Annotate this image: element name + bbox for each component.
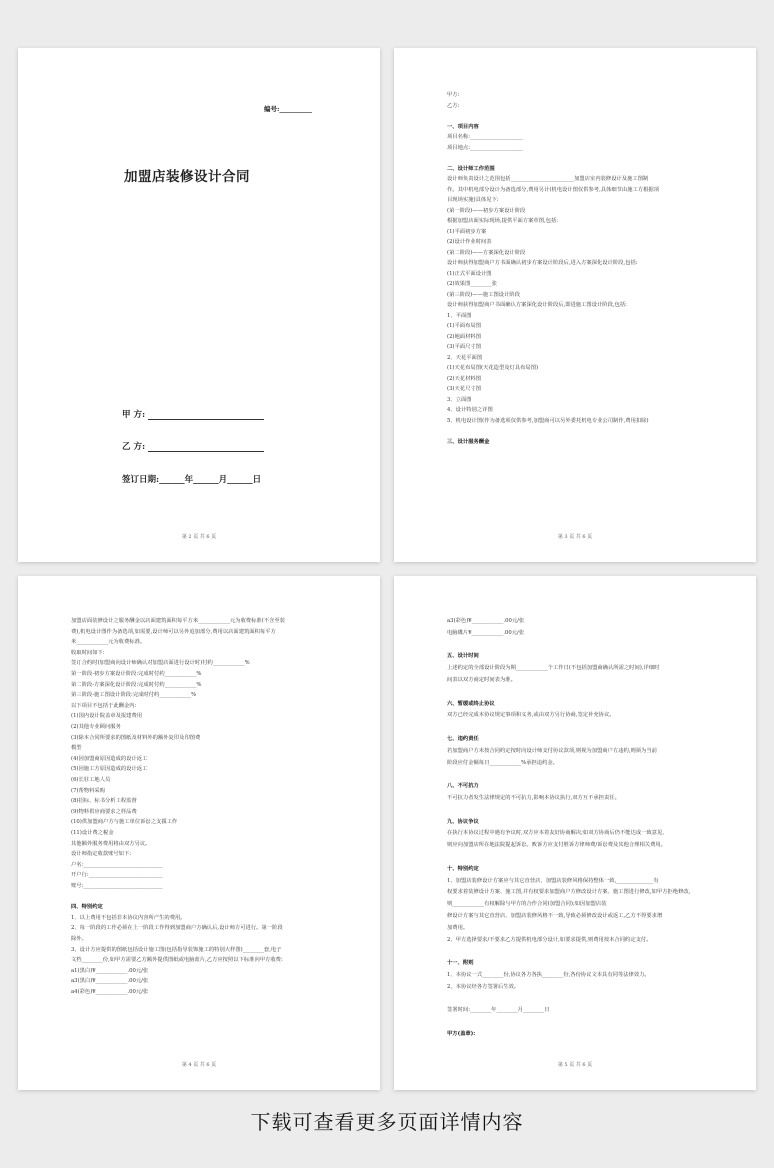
text-line: (3)平面尺寸图: [447, 344, 481, 350]
text-line: 设计师负责设计之范围包括________________________加盟店室内装修设计及施工图制: [447, 176, 649, 182]
sign-date: 签订日期:______年______月______日: [122, 475, 262, 485]
section-heading: 十、特别约定: [447, 865, 479, 872]
text-line: (1)平面布局图: [447, 323, 481, 329]
party-a-label: 甲 方:: [122, 410, 146, 420]
text-line: 文档________份,如甲方需要乙方额外提供图纸或电脑蓝片,乙方应按照以下标准向甲方收费:: [71, 957, 283, 964]
page-footer: 第 2 页 共 6 页: [181, 534, 217, 540]
text-line: 项目地点:____________________: [447, 144, 523, 151]
section-heading: 二、设计师工作范围: [447, 165, 495, 172]
section-heading: 三、设计服务酬金: [447, 438, 490, 445]
text-line: 1、本协议一式________份,协议各方各执________份,各份协议文本具有同等法律效力。: [447, 972, 650, 978]
text-line: 其他额外服务费用将由双方另议。: [71, 840, 151, 847]
text-line: (2)其他专业顾问服务: [71, 724, 121, 730]
text-line: 加费用。: [447, 924, 469, 931]
section-heading: 九、协议争议: [447, 818, 479, 825]
text-line: 设计师获得加盟商户书面确认方案深化设计阶段后,即进施工图设计阶段,包括:: [447, 302, 627, 308]
contract-number: 编号:__________: [264, 105, 312, 113]
text-line: (10)供加盟商户方与施工单位诉讼之支援工作: [71, 819, 178, 826]
contract-title: 加盟店装修设计合同: [124, 169, 250, 185]
download-banner[interactable]: 下载可查看更多页面详情内容: [250, 1110, 524, 1134]
text-line: (第一阶段)——初步方案设计阶段: [447, 207, 526, 214]
text-line: (6)长驻工地人员: [71, 777, 111, 783]
text-line: 户名:______________________________: [71, 861, 163, 868]
text-line: 1、以上费用不包括非本协议内容所产生的费用。: [71, 914, 186, 921]
text-line: 3、设计方应提供的图纸包括设计施工图(包括指导装饰施工的特别大样图)________套,电子: [71, 946, 282, 953]
text-line: 第二阶段-方案深化设计阶段:完成时付约____________%: [71, 681, 202, 688]
text-line: 则应向加盟店所在地法院提起诉讼。败诉方应支付胜诉方律师费/诉讼费及其他合理相关费用。: [447, 842, 666, 849]
section-heading: 四、特别约定: [71, 904, 103, 911]
text-line: 第一阶段-初步方案设计阶段:完成时付约____________%: [71, 671, 202, 677]
text-line: 设计师指定收款账号如下:: [71, 851, 132, 858]
text-line: (2)设计作业时间表: [447, 239, 492, 245]
text-line: (7)帮物料采购: [71, 787, 105, 794]
text-line: (3)天花尺寸图: [447, 386, 481, 392]
page-cover: [18, 48, 380, 562]
text-line: 签订合约时(加盟商向设计师确认对加盟店面进行设计时)付约____________%: [71, 660, 250, 667]
text-line: (第二阶段)——方案深化设计阶段: [447, 249, 526, 256]
party-b-blank: [148, 442, 264, 452]
text-line: 不可抗力者发生法律规定的不可抗力,影响本协议执行,双方互不承担责任。: [447, 795, 620, 801]
text-line: 除外。: [71, 936, 87, 942]
text-line: (2)天花材料图: [447, 375, 481, 382]
text-line: 收取时间如下:: [71, 649, 105, 656]
text-line: 2、甲方选择要求/不要求乙方提供机电部分设计,如要求提供,则费用按本合同约定支付。: [447, 936, 652, 943]
text-line: 3、立面图: [447, 396, 472, 403]
text-line: (2)地面材料图: [447, 333, 481, 340]
text-line: 4、设计特别之详图: [447, 407, 493, 413]
text-line: 2、天花平面图: [447, 354, 483, 361]
text-line: a1(黑白)¥____________.00元/张: [71, 967, 149, 974]
text-line: (1)天花布局图(天花造型及灯具布局图): [447, 365, 539, 371]
page-footer: 第 5 页 共 6 页: [557, 1062, 593, 1068]
text-line: (第三阶段)——施工图设计阶段: [447, 291, 520, 298]
section-heading: 十一、附则: [447, 960, 474, 967]
text-line: (1)平面初步方案: [447, 228, 487, 235]
page-2: [394, 48, 756, 562]
text-line: (4)因加盟商原因造成的设计返工: [71, 755, 148, 762]
section-heading: 一、项目内容: [447, 123, 479, 130]
text-line: 以下项目不包括于此酬金内:: [71, 702, 137, 709]
text-line: 则____________有权解除与甲方的合作合同(加盟合同);如因加盟店装: [447, 901, 607, 908]
section-heading: 甲方(盖章):: [447, 1031, 476, 1037]
text-line: 在执行本协议过程中遇有争议时,双方应本着友好协商解决;如双方协商后仍不能达成一致意见,: [447, 830, 665, 837]
text-line: (2)效果图________张: [447, 281, 497, 287]
page-footer: 第 4 页 共 6 页: [181, 1062, 217, 1068]
party-a-blank: [148, 410, 264, 420]
text-line: (1)正式平面设计图: [447, 270, 492, 277]
text-line: (5)因施工方原因造成的设计返工: [71, 766, 148, 773]
party-b-line: [122, 440, 264, 452]
text-line: 作。其中机电部分设计为备选部分,费用另计(机电设计图仅供参考,具体细节由施工方根据项: [447, 186, 660, 193]
text-line: 米____________元为收费标准。: [71, 639, 146, 646]
party-a-line: [122, 408, 264, 420]
text-line: 上述约定的全部设计阶段为期____________个工作日(不包括加盟商确认所需之时间),详细时: [447, 665, 660, 672]
text-line: 费),机电设计图作为备选项,如需要,设计师可以另外追加部分,费用以店面建筑面积每平方: [71, 628, 276, 635]
text-line: 开户行:____________________________: [71, 872, 163, 879]
section-heading: 五、设计时间: [447, 653, 479, 660]
text-line: 5、机电设计图(作为备选项仅供参考,加盟商可以另外委托机电专业公司制作,费用扣除): [447, 417, 649, 424]
text-line: 根据加盟店面实际现场,提供平面方案草图,包括:: [447, 218, 559, 224]
page-3: [18, 576, 380, 1090]
section-heading: 六、暂缓或终止协议: [447, 700, 495, 707]
text-line: 加盟店面装修设计之服务酬金以店面建筑面积每平方米____________元为收费标准(不含至装: [71, 618, 285, 624]
text-line: a3(彩色)¥____________.00元/张: [447, 618, 525, 624]
text-line: (11)设计费之税金: [71, 830, 114, 836]
text-line: a3(黑白)¥____________.00元/张: [71, 978, 149, 985]
page-4: [394, 576, 756, 1090]
text-line: 设计师获得加盟商户方书面确认初步方案设计阶段后,进入方案深化设计阶段,包括:: [447, 260, 638, 266]
text-line: 若加盟商户方未按合同约定按时向设计师支付协议款项,则视为加盟商户方违约,则须为当前: [447, 747, 657, 754]
party-b-label: 乙 方:: [122, 442, 146, 452]
section-heading: 八、不可抗力: [447, 783, 479, 790]
text-line: 乙方:: [447, 102, 460, 109]
text-line: 修设计方案与其它直营店、加盟店装修风格不一致,导致必须修改设计或返工,乙方不得要求增: [447, 913, 663, 919]
text-line: 甲方:: [447, 92, 460, 98]
text-line: 账号:______________________________: [71, 883, 163, 889]
text-line: 权要求着装修设计方案、施工图,并有权要求加盟商户方修改设计方案、施工图进行修改,如甲方拒绝修改,: [447, 889, 691, 896]
text-line: 项目名称:____________________: [447, 134, 523, 140]
text-line: 1、平面图: [447, 312, 472, 319]
text-line: 签署时间:________年________月________日: [447, 1007, 550, 1014]
text-line: 2、本协议经各方签署后生效。: [447, 983, 520, 990]
text-line: 阶段应付金额每日____________%承担违约金。: [447, 759, 558, 766]
text-line: (3)除本合同所要求的图纸及材料外的额外复印及印图费: [71, 734, 201, 741]
text-line: a4(彩色)¥____________.00元/张: [71, 989, 149, 995]
text-line: 模型: [71, 745, 82, 752]
text-line: 双方已经完成本协议规定事项和义务,或由双方另行协商,签定补充协议。: [447, 712, 615, 719]
text-line: (9)物料供应商要求之样品费: [71, 808, 137, 815]
text-line: 电脑碟片¥____________.00元/张: [447, 629, 525, 636]
text-line: (1)国内设计院盖章及报建费用: [71, 713, 143, 720]
text-line: 间表以双方商定时间表为准。: [447, 677, 516, 683]
text-line: 第三阶段-施工图设计阶段:完成时付约____________%: [71, 692, 197, 699]
text-line: (8)招标、标书分析工程监督: [71, 798, 137, 805]
text-line: 1、加盟店装修设计方案应与其它直营店、加盟店装修风格保持整体一致,______________有: [447, 877, 659, 884]
section-heading: 七、违约责任: [447, 736, 479, 742]
page-footer: 第 3 页 共 6 页: [557, 534, 593, 540]
text-line: 2、每一阶段的工作必须在上一阶段工作得到加盟商户方确认后,设计师方可进行。第一阶段: [71, 925, 283, 932]
text-line: 目现场实施)具体见下:: [447, 197, 499, 203]
